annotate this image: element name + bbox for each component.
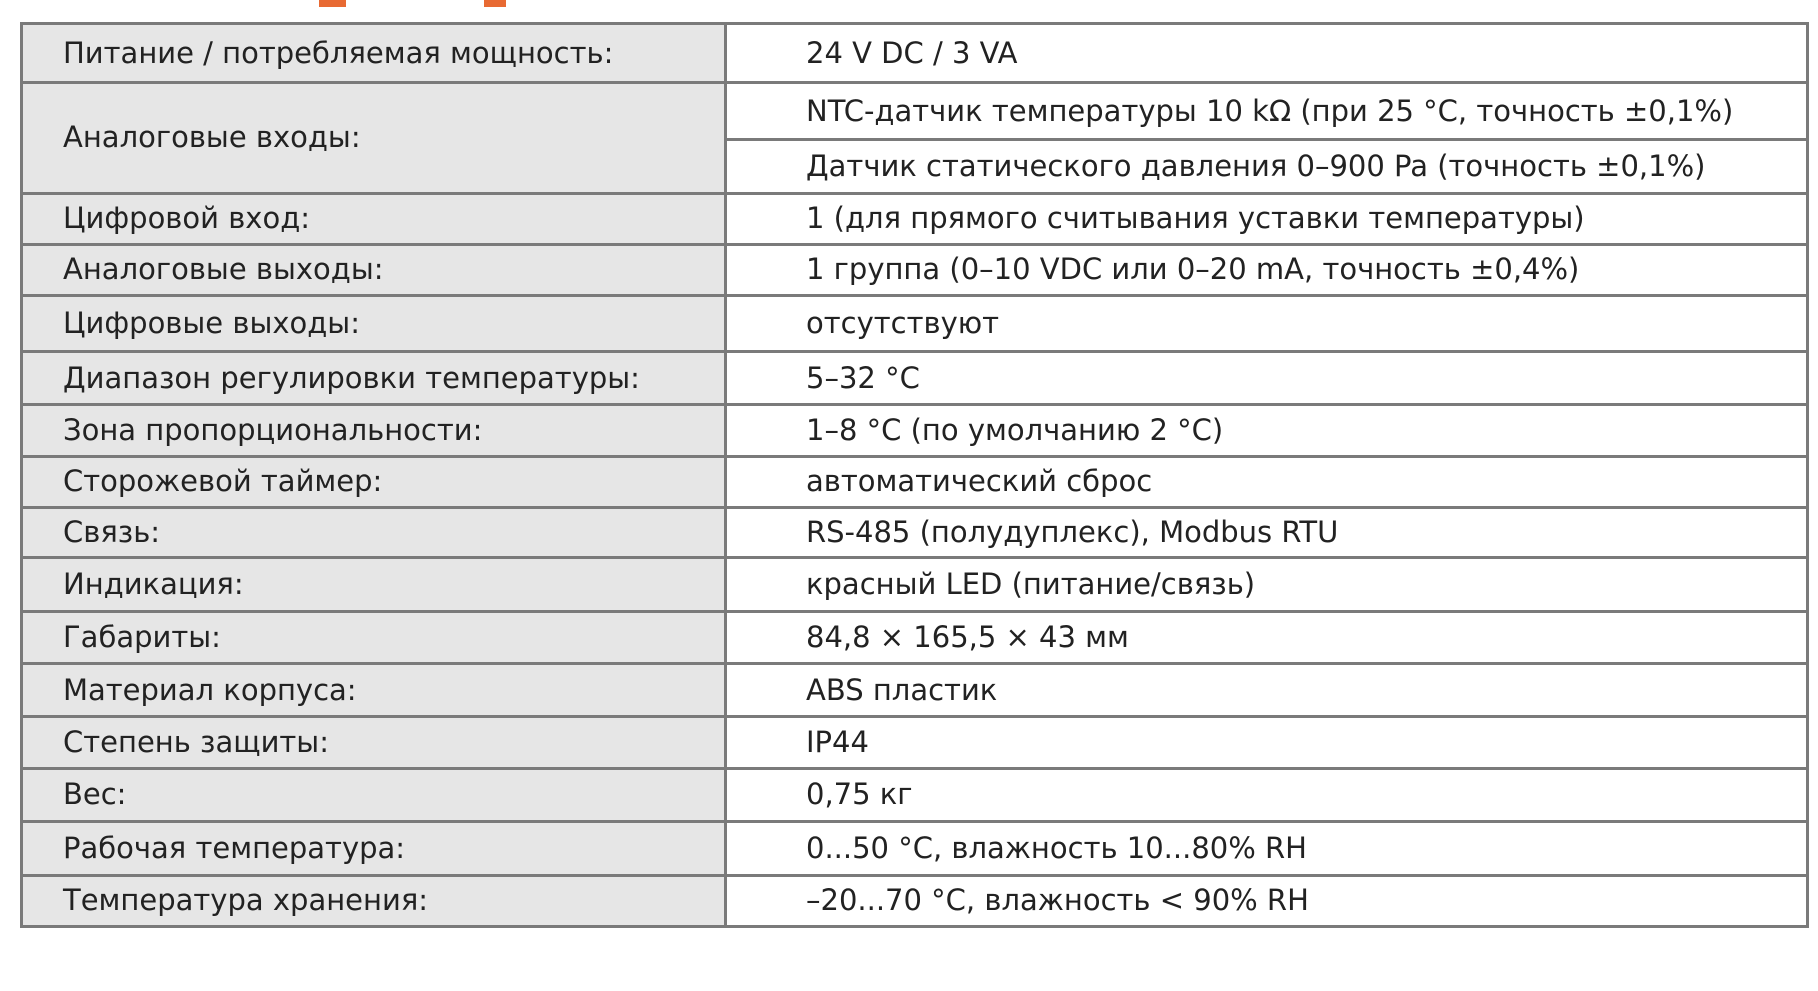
spec-label: Температура хранения: (22, 875, 726, 926)
spec-row (22, 83, 1808, 140)
spec-value: 5–32 °C (726, 351, 1808, 405)
spec-value: отсутствуют (726, 296, 1808, 352)
spec-value: IP44 (726, 717, 1808, 768)
spec-row (22, 24, 1808, 83)
spec-row (22, 405, 1808, 456)
accent-dash (484, 0, 506, 7)
spec-value: 84,8 × 165,5 × 43 мм (726, 611, 1808, 663)
spec-row (22, 557, 1808, 611)
spec-value: красный LED (питание/связь) (726, 557, 1808, 611)
spec-row (22, 193, 1808, 244)
spec-row (22, 611, 1808, 663)
spec-value: ABS пластик (726, 663, 1808, 717)
spec-label: Зона пропорциональности: (22, 405, 726, 456)
spec-value: 1–8 °C (по умолчанию 2 °C) (726, 405, 1808, 456)
spec-table (20, 22, 1809, 928)
spec-label: Аналоговые выходы: (22, 244, 726, 295)
spec-value: 1 (для прямого считывания уставки температуры) (726, 193, 1808, 244)
spec-label: Диапазон регулировки температуры: (22, 351, 726, 405)
spec-table-body (22, 24, 1808, 927)
spec-row (22, 663, 1808, 717)
spec-label: Рабочая температура: (22, 822, 726, 876)
spec-value: RS-485 (полудуплекс), Modbus RTU (726, 507, 1808, 557)
spec-label: Связь: (22, 507, 726, 557)
spec-value: –20...70 °C, влажность < 90% RH (726, 875, 1808, 926)
spec-label: Материал корпуса: (22, 663, 726, 717)
spec-row (22, 296, 1808, 352)
spec-value: 24 V DC / 3 VA (726, 24, 1808, 83)
spec-row (22, 768, 1808, 822)
spec-value: Датчик статического давления 0–900 Pa (точность ±0,1%) (726, 140, 1808, 194)
spec-value: 0...50 °C, влажность 10...80% RH (726, 822, 1808, 876)
spec-label: Степень защиты: (22, 717, 726, 768)
spec-label: Цифровые выходы: (22, 296, 726, 352)
spec-label: Аналоговые входы: (22, 83, 726, 193)
spec-value: автоматический сброс (726, 456, 1808, 507)
spec-value: NTC-датчик температуры 10 kΩ (при 25 °C, точность ±0,1%) (726, 83, 1808, 140)
spec-row (22, 351, 1808, 405)
spec-label: Габариты: (22, 611, 726, 663)
spec-row (22, 717, 1808, 768)
spec-row (22, 244, 1808, 295)
spec-label: Вес: (22, 768, 726, 822)
spec-row (22, 507, 1808, 557)
spec-label: Питание / потребляемая мощность: (22, 24, 726, 83)
spec-value: 1 группа (0–10 VDC или 0–20 mA, точность ±0,4%) (726, 244, 1808, 295)
accent-dash (319, 0, 346, 7)
spec-row (22, 822, 1808, 876)
spec-value: 0,75 кг (726, 768, 1808, 822)
header-accent (0, 0, 1818, 14)
spec-label: Цифровой вход: (22, 193, 726, 244)
spec-label: Сторожевой таймер: (22, 456, 726, 507)
spec-row (22, 456, 1808, 507)
spec-label: Индикация: (22, 557, 726, 611)
spec-row (22, 875, 1808, 926)
